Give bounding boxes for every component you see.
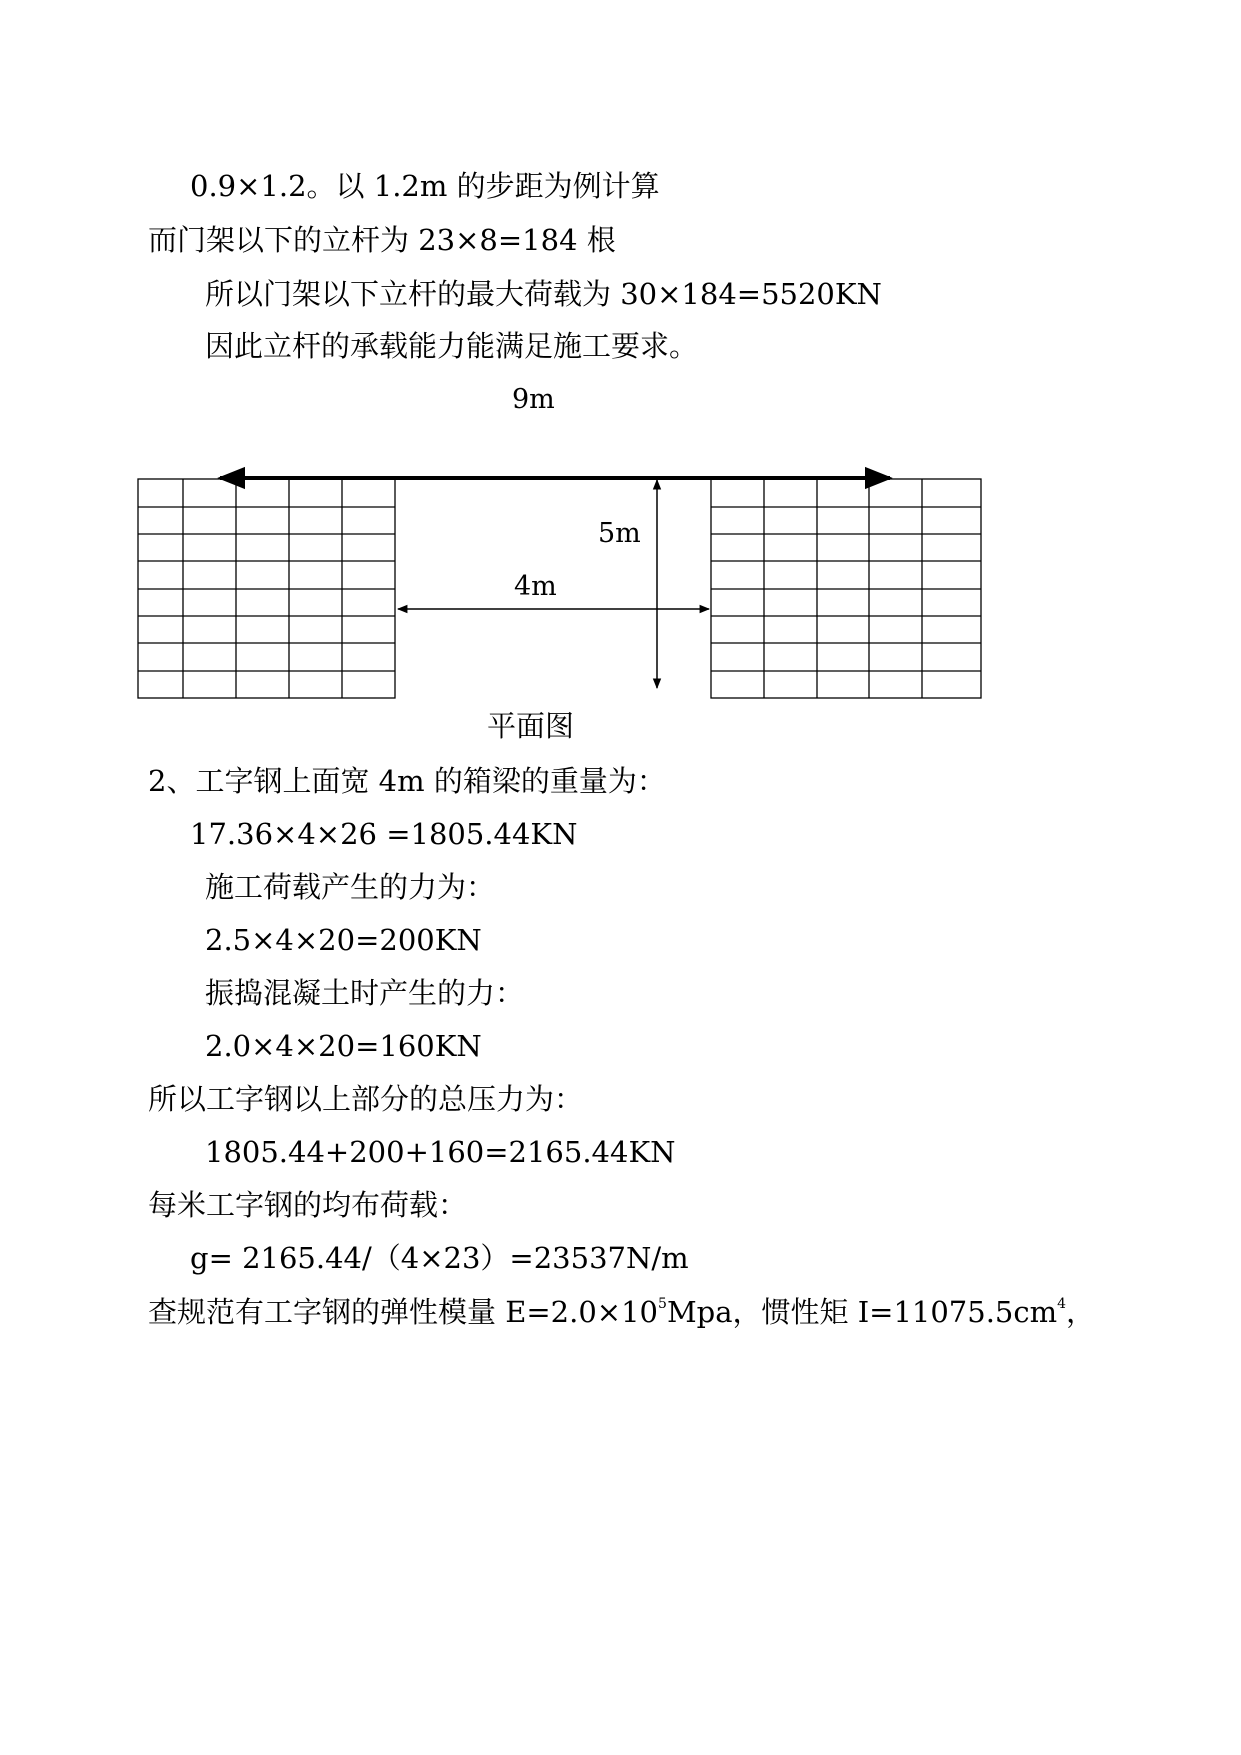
text-line-10: 2.0×4×20=160KN: [205, 1029, 482, 1063]
text-line-4: 因此立杆的承载能力能满足施工要求。: [205, 329, 699, 363]
left-scaffold-grid: [138, 479, 395, 698]
text-line-12: 1805.44+200+160=2165.44KN: [205, 1135, 676, 1169]
dimension-label-4m: 4m: [514, 571, 557, 602]
dimension-label-9m: 9m: [512, 384, 555, 415]
text-line-15-part-b: Mpa，惯性矩 I=11075.5cm: [666, 1295, 1058, 1329]
text-line-3: 所以门架以下立杆的最大荷载为 30×184=5520KN: [205, 277, 882, 311]
text-line-15-part-a: 查规范有工字钢的弹性模量 E=2.0×10: [148, 1295, 659, 1329]
text-line-7: 施工荷载产生的力为：: [205, 870, 496, 904]
text-line-2: 而门架以下的立杆为 23×8=184 根: [148, 223, 616, 257]
figure-caption: 平面图: [487, 709, 575, 743]
exponent-4: 4: [1057, 1296, 1067, 1312]
dimension-label-5m: 5m: [598, 518, 641, 549]
right-scaffold-grid: [711, 479, 981, 698]
text-line-6: 17.36×4×26 =1805.44KN: [190, 817, 578, 851]
text-line-1: 0.9×1.2。以 1.2m 的步距为例计算: [190, 169, 660, 203]
text-line-13: 每米工字钢的均布荷载：: [148, 1188, 468, 1222]
text-line-5: 2、工字钢上面宽 4m 的箱梁的重量为：: [148, 764, 666, 798]
exponent-5: 5: [658, 1296, 667, 1312]
text-line-9: 振捣混凝土时产生的力：: [205, 976, 525, 1010]
text-line-14: g= 2165.44/（4×23）=23537N/m: [190, 1241, 689, 1275]
text-line-15-part-c: ，: [1066, 1295, 1096, 1329]
text-line-15: [148, 1294, 1095, 1330]
text-line-11: 所以工字钢以上部分的总压力为：: [148, 1082, 584, 1116]
text-line-8: 2.5×4×20=200KN: [205, 923, 482, 957]
